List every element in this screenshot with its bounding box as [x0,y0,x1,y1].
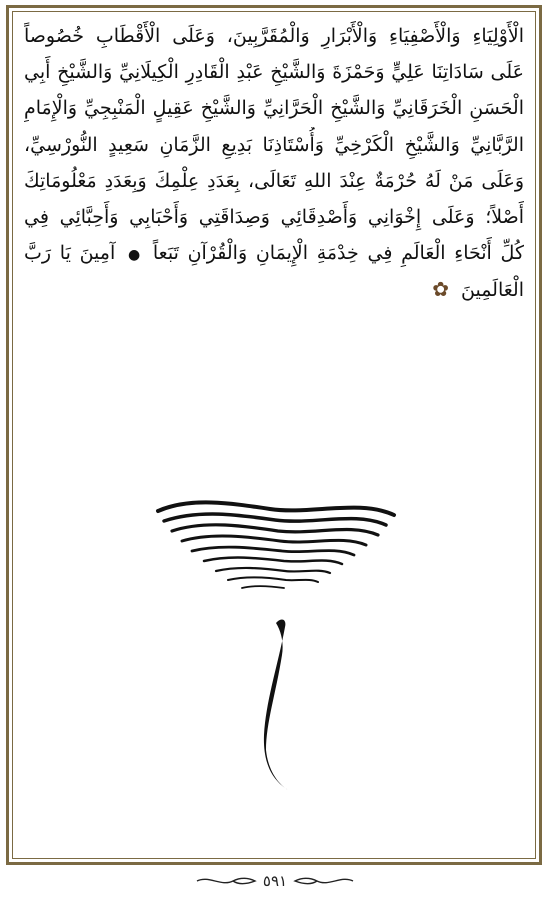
text-segment: آمِينَ يَا رَبَّ [24,242,116,265]
rosette-end-icon: ✿ [432,277,449,302]
page-footer [0,869,550,893]
text-line: الْأَوْلِيَاءِ وَالْأَصْفِيَاءِ وَالْأَبْرَارِ وَالْمُقَرَّبِينَ، وَعَلَى الْأَقْطَابِ خُصُوصاً [24,25,524,47]
text-line: الْحَسَنِ الْخَرَقَانِيِّ وَالشَّيْخِ الْحَرَّانِيِّ وَالشَّيْخِ عَقِيلٍ الْمَنْبِجِيِّ وَالْإِمَامِ [24,97,524,120]
text-line: أَصْلاً؛ وَعَلَى إِخْوَانِي وَأَصْدِقَائِي وَصِدَاقَتِي وَأَحْبَابِي وَأَحِبَّائِي فِي [24,205,524,228]
page-number: ٥٩١ [262,872,288,890]
text-line: وَعَلَى مَنْ لَهُ حُرْمَةٌ عِنْدَ اللهِ تَعَالَى، بِعَدَدِ عِلْمِكَ وَبِعَدَدِ مَعْلُومَاتِكَ [24,169,524,192]
footer-flourish-icon [195,874,257,888]
text-line: عَلَى سَادَاتِنَا عَلِيٍّ وَحَمْزَةَ وَالشَّيْخِ عَبْدِ الْقَادِرِ الْكِيلَانِيِّ وَالشَّيْخِ أَبِي [24,61,524,84]
separator-dot-icon: ● [127,247,141,264]
text-segment: الْعَالَمِينَ [461,279,524,302]
footer-flourish-icon [293,874,355,888]
text-line-closing [24,271,524,307]
text-line: الرَّبَّانِيِّ وَالشَّيْخِ الْكَرْخِيِّ وَأُسْتَاذِنَا بَدِيعِ الزَّمَانِ سَعِيدٍ النُّورْسِيِّ، [24,133,524,156]
text-segment: كُلِّ أَنْحَاءِ الْعَالَمِ فِي خِدْمَةِ الْإِيمَانِ وَالْقُرْآنِ تَبَعاً [152,242,524,265]
text-line-with-separator [24,235,524,271]
calligraphic-ornament [150,495,400,810]
arabic-text-block [24,18,524,308]
